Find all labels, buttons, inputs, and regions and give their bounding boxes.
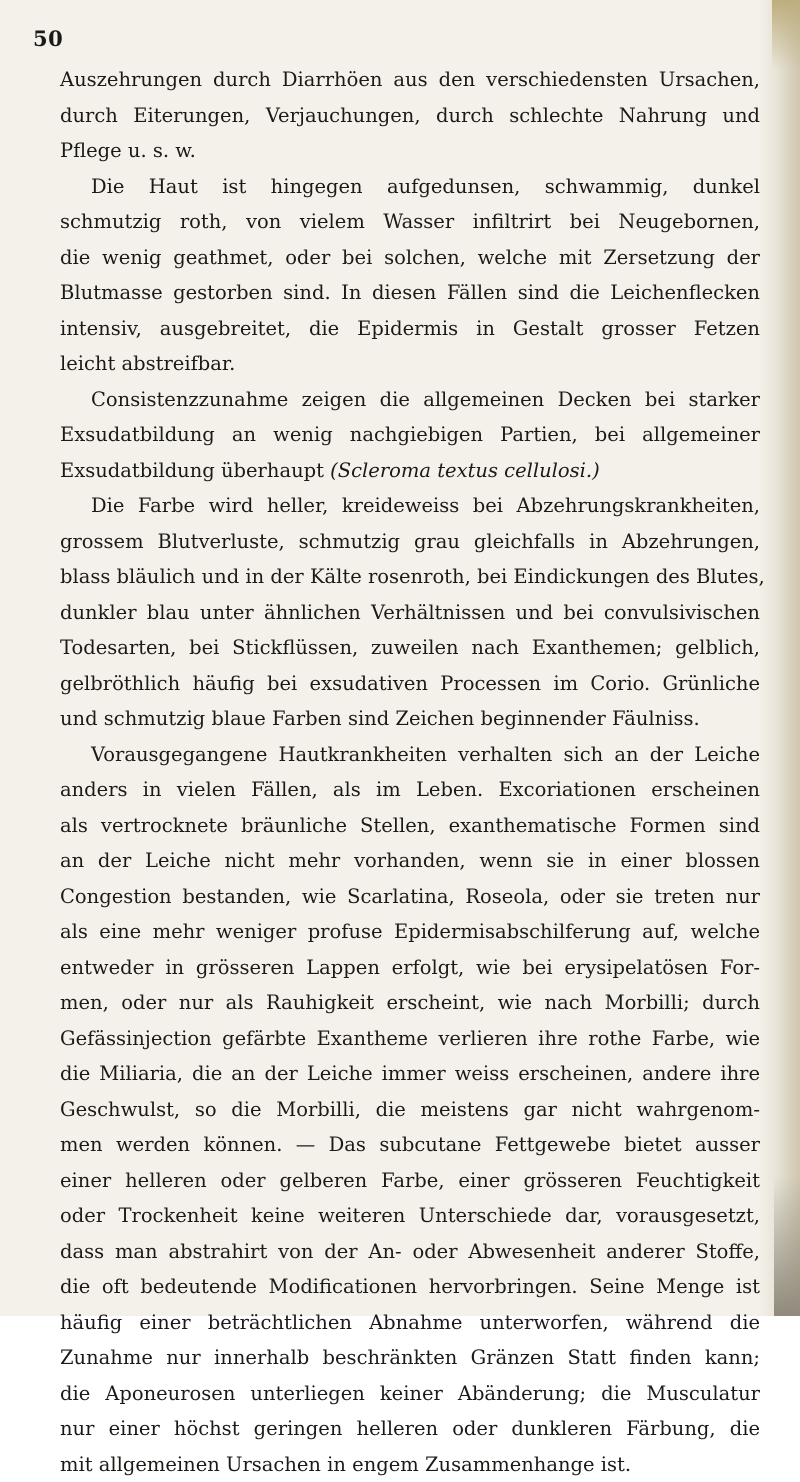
- text-line: [60, 914, 760, 950]
- text-line: [60, 98, 760, 134]
- text-line-content: die wenig geathmet, oder bei solchen, welche mit Zersetzung der: [60, 246, 760, 269]
- text-line-content: die Aponeurosen unterliegen keiner Abänderung; die Musculatur: [60, 1382, 760, 1405]
- text-line-content: Zunahme nur innerhalb beschränkten Gränzen Statt finden kann;: [60, 1346, 760, 1369]
- text-line: [60, 311, 760, 347]
- text-line: [60, 1376, 760, 1412]
- text-line: [60, 240, 760, 276]
- text-line: [60, 524, 760, 560]
- text-line: [60, 1305, 760, 1341]
- text-line: [60, 772, 760, 808]
- text-line: [60, 950, 760, 986]
- text-line-content: leicht abstreifbar.: [60, 352, 235, 375]
- text-line: [60, 169, 760, 205]
- text-line: [60, 808, 760, 844]
- text-line-content: und schmutzig blaue Farben sind Zeichen beginnender Fäulniss.: [60, 707, 700, 730]
- text-line: [60, 133, 760, 169]
- text-line-content: einer helleren oder gelberen Farbe, einer grösseren Feuchtigkeit: [60, 1169, 760, 1192]
- text-line-content: Die Haut ist hingegen aufgedunsen, schwammig, dunkel: [91, 175, 760, 198]
- text-line: [60, 1092, 760, 1128]
- text-line-content: dunkler blau unter ähnlichen Verhältnissen und bei convulsivischen: [60, 601, 760, 624]
- text-line-content: blass bläulich und in der Kälte rosenroth, bei Eindickungen des Blutes,: [60, 565, 765, 588]
- text-line-content: Exsudatbildung an wenig nachgiebigen Partien, bei allgemeiner: [60, 423, 760, 446]
- text-line: [60, 1127, 760, 1163]
- text-line: [60, 1340, 760, 1376]
- text-line: [60, 1021, 760, 1057]
- text-line-content: intensiv, ausgebreitet, die Epidermis in Gestalt grosser Fetzen: [60, 317, 760, 340]
- text-line: [60, 1411, 760, 1447]
- text-line: [60, 1056, 760, 1092]
- text-line: [60, 843, 760, 879]
- text-line-content: schmutzig roth, von vielem Wasser infiltrirt bei Neugebornen,: [60, 210, 760, 233]
- page-edge-stain-top: [772, 0, 800, 70]
- text-line: [60, 879, 760, 915]
- text-line-content: entweder in grösseren Lappen erfolgt, wie bei erysipelatösen For-: [60, 956, 760, 979]
- text-line: [60, 1447, 760, 1482]
- text-line: [60, 1163, 760, 1199]
- text-line-content: Pflege u. s. w.: [60, 139, 196, 162]
- text-line: [60, 701, 760, 737]
- text-line: [60, 62, 760, 98]
- text-line: [60, 346, 760, 382]
- body-text: [60, 62, 760, 1482]
- page-edge-shadow: [758, 0, 800, 1316]
- text-line: [60, 453, 760, 489]
- text-line-content: mit allgemeinen Ursachen in engem Zusammenhange ist.: [60, 1453, 631, 1476]
- text-line: [60, 666, 760, 702]
- text-line-content: oder Trockenheit keine weiteren Unterschiede dar, vorausgesetzt,: [60, 1204, 760, 1227]
- text-line-content: Consistenzzunahme zeigen die allgemeinen Decken bei starker: [91, 388, 760, 411]
- text-line: [60, 275, 760, 311]
- text-line-content: als eine mehr weniger profuse Epidermisabschilferung auf, welche: [60, 920, 760, 943]
- text-line-content: Blutmasse gestorben sind. In diesen Fällen sind die Leichenflecken: [60, 281, 760, 304]
- text-line-content: Vorausgegangene Hautkrankheiten verhalten sich an der Leiche: [91, 743, 760, 766]
- text-line: [60, 737, 760, 773]
- text-line-content: grossem Blutverluste, schmutzig grau gleichfalls in Abzehrungen,: [60, 530, 760, 553]
- text-line: [60, 595, 760, 631]
- text-line-content: durch Eiterungen, Verjauchungen, durch schlechte Nahrung und: [60, 104, 760, 127]
- text-line-content: nur einer höchst geringen helleren oder dunkleren Färbung, die: [60, 1417, 760, 1440]
- text-line-content: gelbröthlich häufig bei exsudativen Processen im Corio. Grünliche: [60, 672, 760, 695]
- text-line-content: die oft bedeutende Modificationen hervorbringen. Seine Menge ist: [60, 1275, 760, 1298]
- text-line: [60, 488, 760, 524]
- text-line: [60, 1234, 760, 1270]
- text-line-content: anders in vielen Fällen, als im Leben. Excoriationen erscheinen: [60, 778, 760, 801]
- text-line: [60, 559, 760, 595]
- text-line-content: häufig einer beträchtlichen Abnahme unterworfen, während die: [60, 1311, 760, 1334]
- text-line-content: Die Farbe wird heller, kreideweiss bei Abzehrungskrankheiten,: [91, 494, 760, 517]
- text-line: [60, 204, 760, 240]
- text-line-content: an der Leiche nicht mehr vorhanden, wenn sie in einer blossen: [60, 849, 760, 872]
- text-line: [60, 417, 760, 453]
- text-line-content: Todesarten, bei Stickflüssen, zuweilen nach Exanthemen; gelblich,: [60, 636, 760, 659]
- text-line-content: men werden können. — Das subcutane Fettgewebe bietet ausser: [60, 1133, 760, 1156]
- text-line-content: dass man abstrahirt von der An- oder Abwesenheit anderer Stoffe,: [60, 1240, 760, 1263]
- text-line-content: Geschwulst, so die Morbilli, die meistens gar nicht wahrgenom-: [60, 1098, 760, 1121]
- text-line-content: Auszehrungen durch Diarrhöen aus den verschiedensten Ursachen,: [60, 68, 760, 91]
- text-line: [60, 985, 760, 1021]
- text-line-content: Gefässinjection gefärbte Exantheme verlieren ihre rothe Farbe, wie: [60, 1027, 760, 1050]
- page-number: 50: [33, 26, 63, 51]
- text-line-content: als vertrocknete bräunliche Stellen, exanthematische Formen sind: [60, 814, 760, 837]
- text-line: [60, 630, 760, 666]
- text-line-content: men, oder nur als Rauhigkeit erscheint, wie nach Morbilli; durch: [60, 991, 760, 1014]
- italic-term: (Scleroma textus cellulosi.): [330, 459, 600, 482]
- text-line: [60, 1269, 760, 1305]
- text-line: [60, 1198, 760, 1234]
- text-line-content: Congestion bestanden, wie Scarlatina, Roseola, oder sie treten nur: [60, 885, 760, 908]
- text-line: [60, 382, 760, 418]
- text-line-content: die Miliaria, die an der Leiche immer weiss erscheinen, andere ihre: [60, 1062, 760, 1085]
- page-edge-shadow-bottom: [774, 1176, 800, 1316]
- text-line-content: Exsudatbildung überhaupt: [60, 459, 324, 482]
